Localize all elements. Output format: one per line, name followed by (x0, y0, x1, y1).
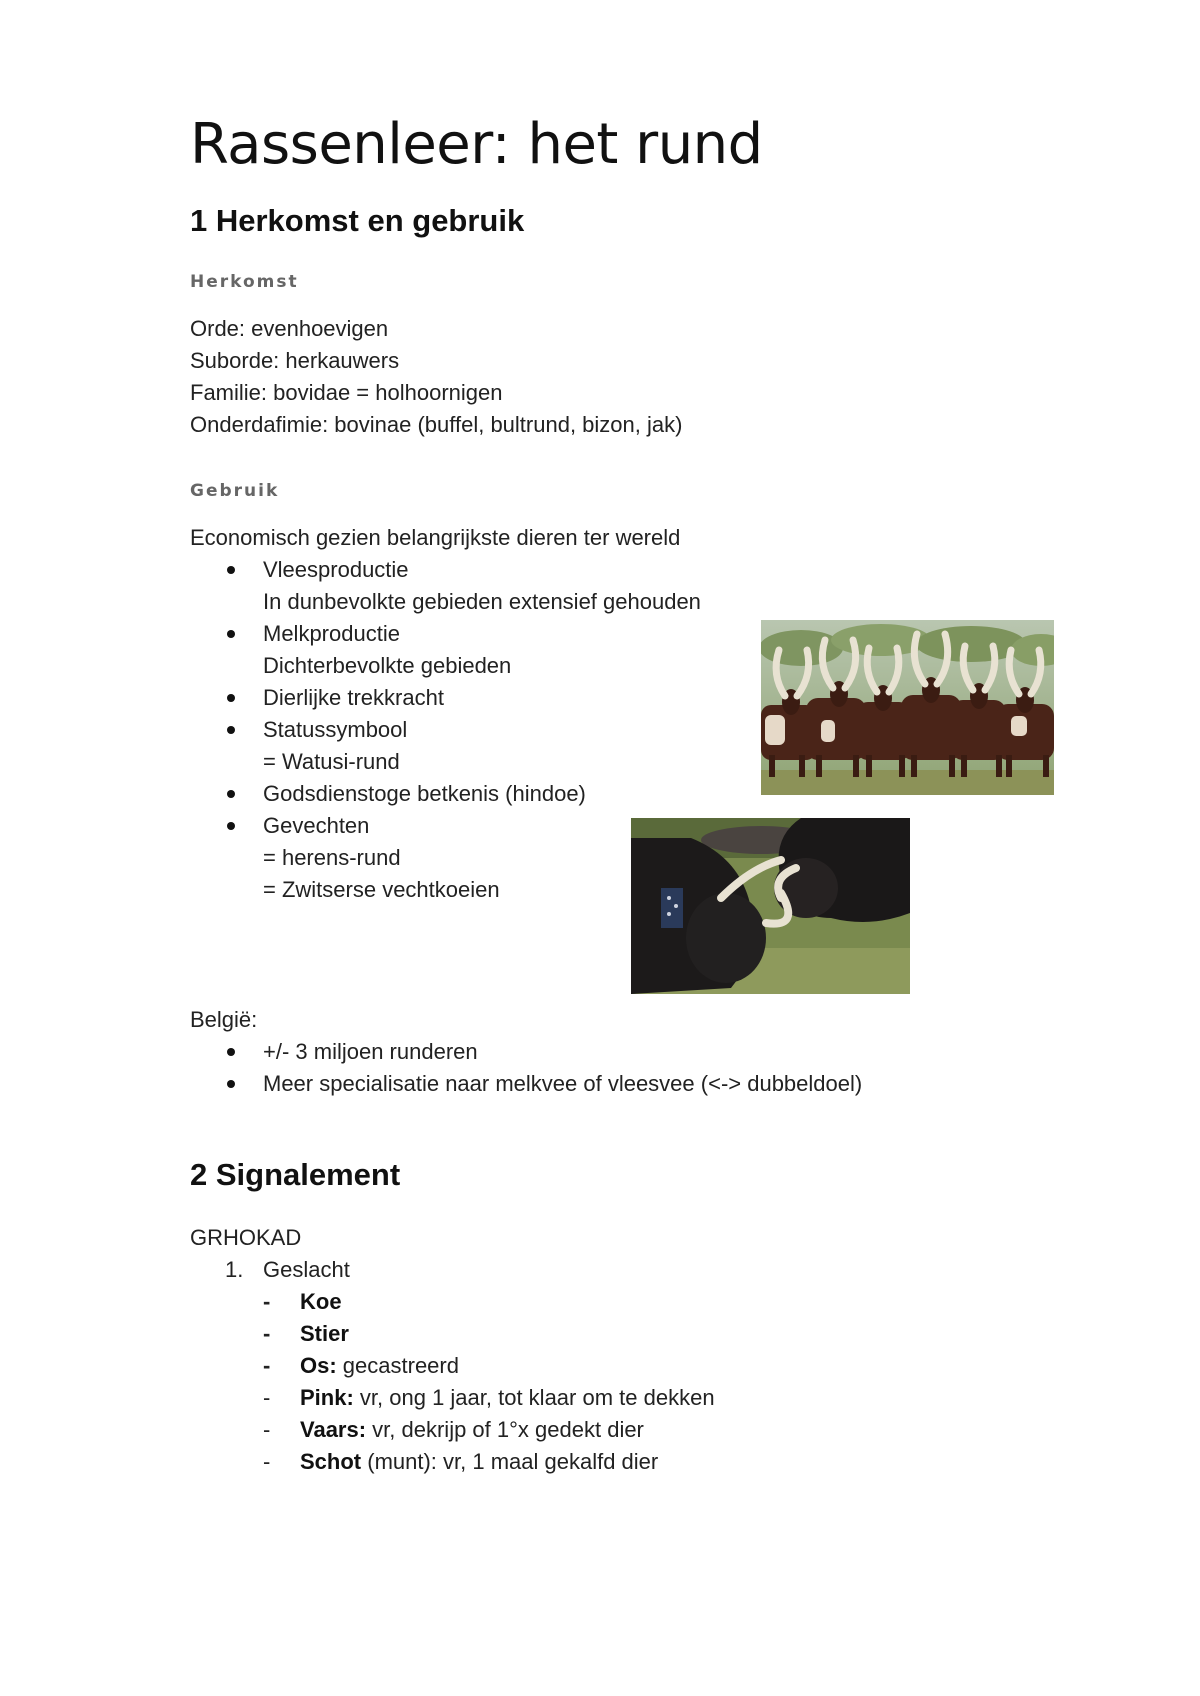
watusi-cattle-photo (761, 620, 1054, 795)
list-item-label: Vleesproductie (263, 557, 409, 582)
list-item (190, 554, 701, 618)
term: Schot (300, 1449, 362, 1474)
dash-marker: - (263, 1449, 271, 1474)
list-item (190, 618, 701, 682)
acronym-text: GRHOKAD (190, 1225, 302, 1250)
list-number: 1. (225, 1257, 244, 1282)
taxonomy-line-onderfamilie: Onderdafimie: bovinae (buffel, bultrund, bizon, jak) (190, 412, 683, 437)
numbered-item-geslacht (190, 1254, 715, 1478)
term-description: (munt): vr, 1 maal gekalfd dier (361, 1449, 659, 1474)
belgie-label (190, 1004, 257, 1036)
section-heading-herkomst-gebruik: 1 Herkomst en gebruik (190, 203, 525, 238)
term-description: vr, dekrijp of 1°x gedekt dier (366, 1417, 644, 1442)
list-item-label: Meer specialisatie naar melkvee of vleesvee (<-> dubbeldoel) (263, 1071, 863, 1096)
list-item (263, 1286, 715, 1318)
numbered-item-label: Geslacht (263, 1257, 350, 1282)
belgie-list (190, 1036, 862, 1100)
taxonomy-line-orde: Orde: evenhoevigen (190, 316, 389, 341)
page-title: Rassenleer: het rund (190, 112, 763, 177)
signalement-list (190, 1254, 715, 1478)
list-item-label: Godsdienstoge betkenis (hindoe) (263, 781, 586, 806)
list-item-label: +/- 3 miljoen runderen (263, 1039, 478, 1064)
list-item-sub: = herens-rund (263, 845, 401, 870)
list-item-sub: = Watusi-rund (263, 749, 400, 774)
herens-cows-illustration (631, 818, 910, 994)
list-item-label: Dierlijke trekkracht (263, 685, 444, 710)
herens-fight-photo (631, 818, 910, 994)
term: Os: (300, 1353, 337, 1378)
gebruik-intro (190, 522, 680, 554)
list-item (190, 682, 701, 714)
taxonomy-line-suborde: Suborde: herkauwers (190, 348, 400, 373)
watusi-cattle-illustration (761, 620, 1054, 795)
dash-marker: - (263, 1385, 271, 1410)
term: Koe (300, 1289, 342, 1314)
term: Pink: (300, 1385, 354, 1410)
list-item-sub: = Zwitserse vechtkoeien (263, 877, 500, 902)
list-item-label: Statussymbool (263, 717, 408, 742)
gebruik-list (190, 554, 701, 906)
list-item (190, 778, 701, 810)
subheading-herkomst: Herkomst (190, 272, 299, 292)
gebruik-intro-text: Economisch gezien belangrijkste dieren ter wereld (190, 525, 681, 550)
term-description: gecastreerd (336, 1353, 459, 1378)
list-item (263, 1382, 715, 1414)
dash-marker: - (263, 1353, 271, 1378)
list-item (263, 1350, 715, 1382)
section-heading-signalement: 2 Signalement (190, 1157, 401, 1192)
list-item (263, 1414, 715, 1446)
list-item-sub: In dunbevolkte gebieden extensief gehouden (263, 589, 701, 614)
subheading-gebruik: Gebruik (190, 481, 280, 501)
taxonomy-line-familie: Familie: bovidae = holhoornigen (190, 380, 503, 405)
list-item (190, 810, 701, 906)
list-item (263, 1446, 715, 1478)
list-item-label: Melkproductie (263, 621, 400, 646)
list-item-label: Gevechten (263, 813, 370, 838)
dash-marker: - (263, 1289, 271, 1314)
geslacht-sublist (263, 1286, 715, 1478)
term: Stier (300, 1321, 349, 1346)
list-item (190, 714, 701, 778)
acronym-line (190, 1222, 301, 1254)
dash-marker: - (263, 1321, 271, 1346)
taxonomy-block (190, 313, 682, 441)
term: Vaars: (300, 1417, 367, 1442)
list-item-sub: Dichterbevolkte gebieden (263, 653, 512, 678)
list-item (263, 1318, 715, 1350)
list-item (190, 1036, 862, 1068)
term-description: vr, ong 1 jaar, tot klaar om te dekken (353, 1385, 715, 1410)
list-item (190, 1068, 862, 1100)
dash-marker: - (263, 1417, 271, 1442)
belgie-label-text: België: (190, 1007, 258, 1032)
